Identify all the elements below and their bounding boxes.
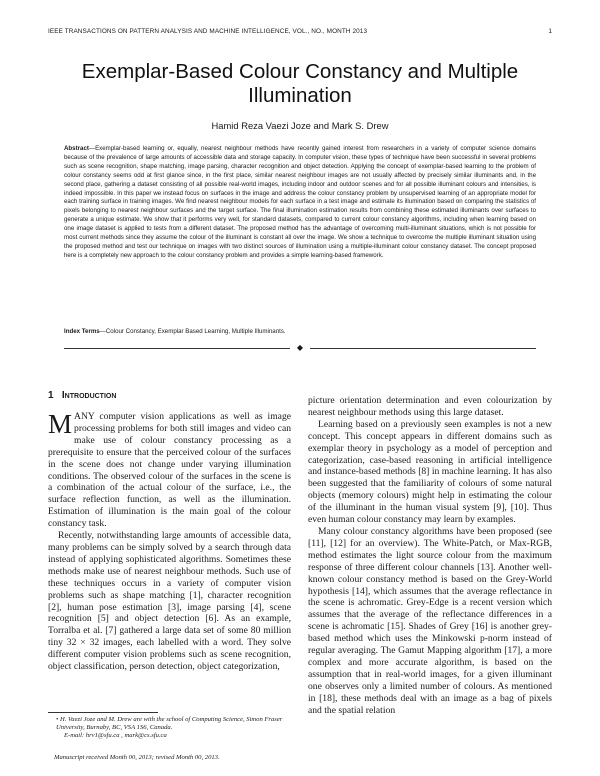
index-terms [64, 328, 536, 335]
running-header [48, 28, 552, 35]
index-terms-text: —Colour Constancy, Exemplar Based Learning, Multiple Illuminants. [99, 328, 286, 335]
section-divider-right [310, 348, 536, 349]
section-heading [48, 390, 116, 401]
abstract-label: Abstract [64, 145, 89, 152]
paper-authors: Hamid Reza Vaezi Joze and Mark S. Drew [211, 120, 389, 131]
section-divider-left [64, 348, 290, 349]
footnote [56, 716, 292, 740]
footnote-affiliation: • H. Vaezi Joze and M. Drew are with the school of Computing Science, Simon Fraser University, Burnaby, BC, VSA 1S6, Canada. [56, 716, 283, 732]
index-terms-label: Index Terms [64, 328, 100, 335]
right-paragraph-3: Many colour constancy algorithms have been proposed (see [11], [12] for an overview). The White-Patch, or Max-RGB, method estimates the light source colour from the maximum response of three different colour channels [13]. Another well-known colour constancy method is based on the Grey-World hypothesis [14], which assumes that the average reflectance in the scene is achromatic. Grey-Edge is a recent version which assumes that the average of the reflectance differences in a scene is achromatic [15]. Shades of Grey [16] is another grey-based method which uses the Minkowski p-norm instead of regular averaging. The Gamut Mapping algorithm [17], a more complex and more accurate algorithm, is based on the assumption that in real-world images, for a given illuminant one observes only a limited number of colours. As mentioned in [18], these methods deal with an image as a bag of pixels and the spatial relation [308, 525, 552, 716]
intro-paragraph-2: Recently, notwithstanding large amounts of accessible data, many problems can be simply solved by a search through data instead of applying sophisticated algorithms. Sometimes these methods make use of nearest neighbour methods. Such use of these techniques occurs in a variety of computer vision problems such as shape matching [1], character recognition [2], human pose estimation [3], image parsing [4], scene recognition [5] and object detection [6]. As an example, Torralba et al. [7] gathered a large data set of some 80 million tiny 32 × 32 images, each labelled with a word. They solve different computer vision problems such as scene recognition, object classification, person detection, object categorization, [48, 530, 291, 673]
section-title: Introduction [61, 390, 117, 401]
drop-cap: M [48, 409, 73, 439]
abstract-text: —Exemplar-based learning or, equally, nearest neighbour methods have recently gained interest from researchers in a variety of computer science domains because of the prevalence of large amounts of accessible data and storage capacity. In computer vision, these types of technique have been successful in several problems such as scene recognition, shape matching, image parsing, character recognition and object detection. Applying the concept of exemplar-based learning to the problem of colour constancy seems odd at first glance since, in the first place, similar nearest neighbour images are not usually affected by precisely similar illuminants and, in the second place, gathering a dataset consisting of all possible real-world images, including indoor and outdoor scenes and for all possible illuminant colours and intensities, is indeed impossible. In this paper we instead focus on surfaces in the image and address the colour constancy problem by unsupervised learning of an appropriate model for each training surface in training images. We find nearest neighbour models for each surface in a test image and estimate its illumination based on comparing the statistics of pixels belonging to nearest neighbour surfaces and the target surface. The final illumination estimation results from combining these estimated illuminants over surfaces to generate a unique estimate. We show that it performs very well, for standard datasets, compared to current colour constancy algorithms, including when learning based on one image dataset is applied to tests from a different dataset. The proposed method has the advantage of overcoming multi-illuminant situations, which is not possible for most current methods since they assume the colour of the illuminant is constant all over the image. We show a technique to overcome the multiple illuminant situation using the proposed method and test our technique on images with two distinct sources of illumination using a multiple-illuminant colour constancy dataset. The concept proposed here is a completely new approach to the colour constancy problem and provides a simple learning-based framework. [64, 145, 536, 259]
right-paragraph-2: Learning based on a previously seen examples is not a new concept. This concept appears in different domains such as exemplar theory in psychology as a model of perception and categorization, case-based reasoning in artificial intelligence and instance-based methods [8] in machine learning. It has also been suggested that the familiarity of colours of some natural objects (memory colours) might help in estimating the colour of the illuminant in the human visual system [9], [10]. Thus even human colour constancy may learn by examples. [308, 418, 552, 526]
footnote-rule [48, 712, 158, 713]
paper-title: Exemplar-Based Colour Constancy and Multiple Illumination [81, 60, 519, 107]
footnote-email: E-mail: hrv1@sfu.ca , mark@cs.sfu.ca [64, 732, 167, 740]
intro-paragraph-1: MANY computer vision applications as well as image processing problems for both still images and video can make use of colour constancy processing as a prerequisite to ensure that the perceived colour of the surfaces in the scene does not change under varying illumination conditions. The observed colour of the surfaces in the scene is a combination of the actual colour of the surface, i.e., the surface reflection function, as well as the illumination. Estimation of illumination is the main goal of the colour constancy task. [48, 409, 291, 530]
section-number: 1 [48, 390, 54, 401]
right-paragraph-1: picture orientation determination and even colourization by nearest neighbour methods using this large dataset. [308, 395, 552, 418]
divider-diamond-icon: ◆ [296, 343, 304, 352]
abstract [64, 145, 536, 261]
left-column [48, 411, 291, 673]
journal-name: IEEE TRANSACTIONS ON PATTERN ANALYSIS AND MACHINE INTELLIGENCE, VOL., NO., MONTH 2013 [48, 28, 368, 35]
right-column [308, 395, 552, 716]
manuscript-note: Manuscript received Month 00, 2013; revised Month 00, 2013. [54, 754, 220, 761]
page-number: 1 [548, 28, 552, 35]
